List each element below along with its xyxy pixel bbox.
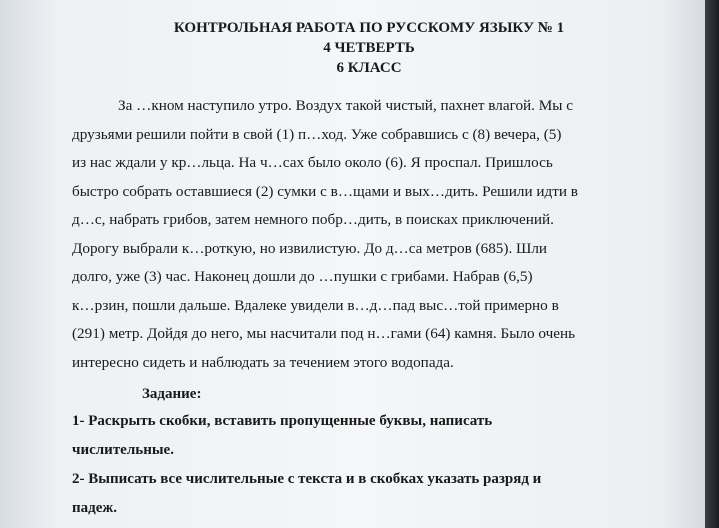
text-body (72, 92, 666, 377)
task-heading: Задание: (142, 386, 202, 402)
text-line: За …кном наступило утро. Воздух такой чистый, пахнет влагой. Мы с (118, 97, 574, 114)
document-title: КОНТРОЛЬНАЯ РАБОТА ПО РУССКОМУ ЯЗЫКУ № 1 (173, 20, 565, 36)
text-line: друзьями решили пойти в свой (1) п…ход. Уже собравшись с (8) вечера, (5) (72, 125, 562, 143)
text-line: быстро собрать оставшиеся (2) сумки с в…щами и вых…дить. Решили идти в (72, 182, 578, 200)
task-item-2: 2- Выписать все числительные с текста и в скобках указать разряд и (72, 471, 542, 487)
text-line: интересно сидеть и наблюдать за течением этого водопада. (72, 353, 454, 371)
text-line: к…рзин, пошли дальше. Вдалеке увидели в…д…пад выс…той примерно в (72, 296, 559, 314)
document-page (72, 14, 666, 528)
title-block (72, 18, 666, 78)
monitor-bezel (705, 0, 719, 528)
text-line: д…с, набрать грибов, затем немного побр…дить, в поисках приключений. (72, 211, 554, 228)
task-item-1-cont: числительные. (72, 442, 174, 458)
text-line: (291) метр. Дойдя до него, мы насчитали под н…гами (64) камня. Было очень (72, 325, 576, 342)
task-item-1: 1- Раскрыть скобки, вставить пропущенные буквы, написать (72, 413, 493, 429)
task-item-2-cont: падеж. (72, 500, 118, 516)
text-line: долго, уже (3) час. Наконец дошли до …пушки с грибами. Набрав (6,5) (72, 268, 533, 285)
grade-label: 6 КЛАСС (336, 60, 402, 76)
text-line: Дорогу выбрали к…роткую, но извилистую. До д…са метров (685). Шли (72, 239, 548, 257)
quarter-label: 4 ЧЕТВЕРТЬ (323, 40, 415, 56)
text-line: из нас ждали у кр…льца. На ч…сах было около (6). Я проспал. Пришлось (72, 154, 553, 171)
